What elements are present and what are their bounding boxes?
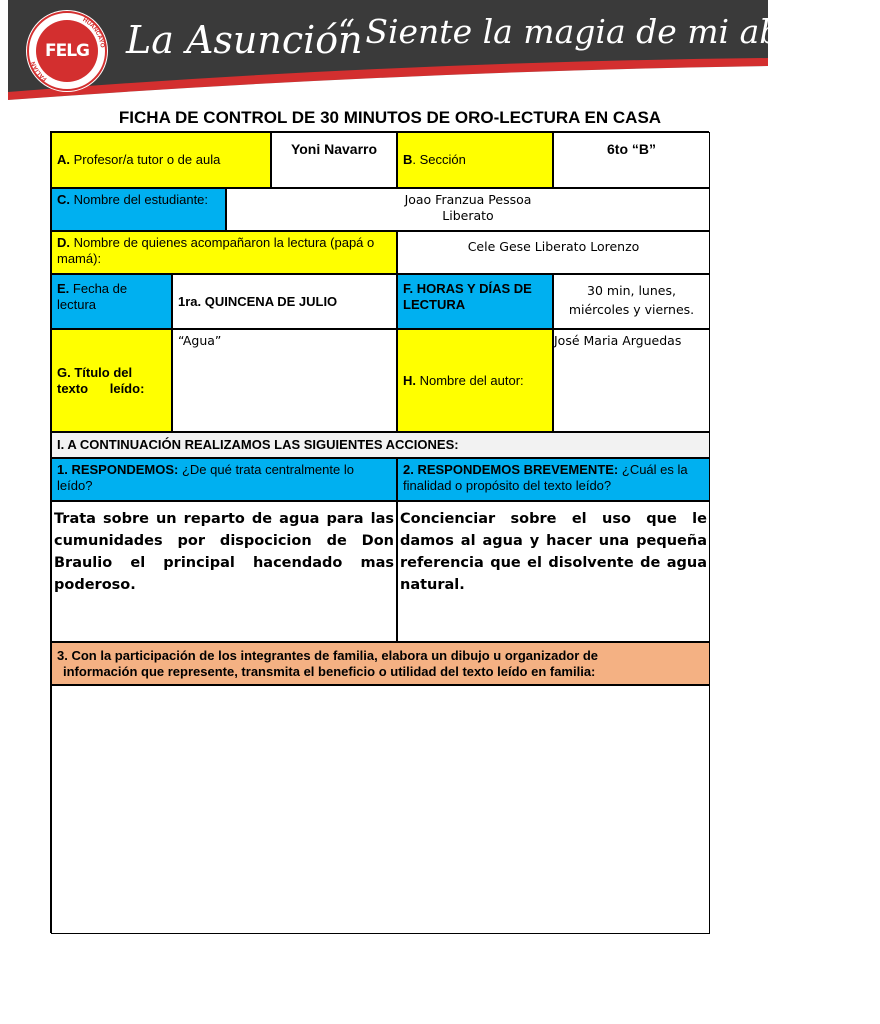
slogan: “ Siente la magia de mi abrazo ”: [338, 12, 880, 51]
label-text-title: G. Título del texto leído:: [51, 329, 172, 432]
answer-2[interactable]: Concienciar sobre el uso que le damos al agua y hacer una pequeña referencia que el disolvente de agua natural.: [397, 501, 710, 642]
question-1: 1. RESPONDEMOS: ¿De qué trata centralmente lo leído?: [51, 458, 397, 501]
value-companions: Cele Gese Liberato Lorenzo: [397, 231, 710, 274]
answer-1[interactable]: Trata sobre un reparto de agua para las cumunidades por dispocicion de Don Braulio el principal hacendado mas poderoso.: [51, 501, 397, 642]
value-student-name: Joao Franzua Pessoa Liberato: [226, 188, 710, 231]
label-section: B. Sección: [397, 132, 553, 188]
value-author-name: José Maria Arguedas: [553, 329, 710, 432]
value-reading-hours: 30 min, lunes, miércoles y viernes.: [553, 274, 710, 329]
drawing-area[interactable]: [51, 685, 710, 934]
label-reading-hours: F. HORAS Y DÍAS DE LECTURA: [397, 274, 553, 329]
school-logo: [26, 10, 108, 92]
value-teacher: Yoni Navarro: [271, 132, 397, 188]
label-reading-date: E. Fecha de lectura: [51, 274, 172, 329]
question-3: 3. Con la participación de los integrantes de familia, elabora un dibujo u organizador de información que represente, transmita el beneficio o utilidad del texto leído en familia:: [51, 642, 710, 685]
logo-ring-right-text: HUANCAYO: [81, 17, 105, 49]
label-teacher: A. Profesor/a tutor o de aula: [51, 132, 271, 188]
school-name: La Asunción: [126, 18, 363, 62]
question-2: 2. RESPONDEMOS BREVEMENTE: ¿Cuál es la finalidad o propósito del texto leído?: [397, 458, 710, 501]
value-section: 6to “B”: [553, 132, 710, 188]
logo-text: FELG: [44, 41, 89, 61]
reading-control-form: [50, 131, 709, 933]
logo-ring-left-text: FALIAN: [30, 60, 49, 82]
logo-ring: [26, 10, 108, 92]
value-reading-date: 1ra. QUINCENA DE JULIO: [172, 274, 397, 329]
label-author-name: H. Nombre del autor:: [397, 329, 553, 432]
page-title: FICHA DE CONTROL DE 30 MINUTOS DE ORO-LECTURA EN CASA: [118, 108, 662, 127]
section-i-header: I. A CONTINUACIÓN REALIZAMOS LAS SIGUIENTES ACCIONES:: [51, 432, 710, 458]
label-student-name: C. Nombre del estudiante:: [51, 188, 226, 231]
label-companions: D. Nombre de quienes acompañaron la lectura (papá o mamá):: [51, 231, 397, 274]
value-text-title: “Agua”: [172, 329, 397, 432]
header-banner: [8, 0, 880, 104]
